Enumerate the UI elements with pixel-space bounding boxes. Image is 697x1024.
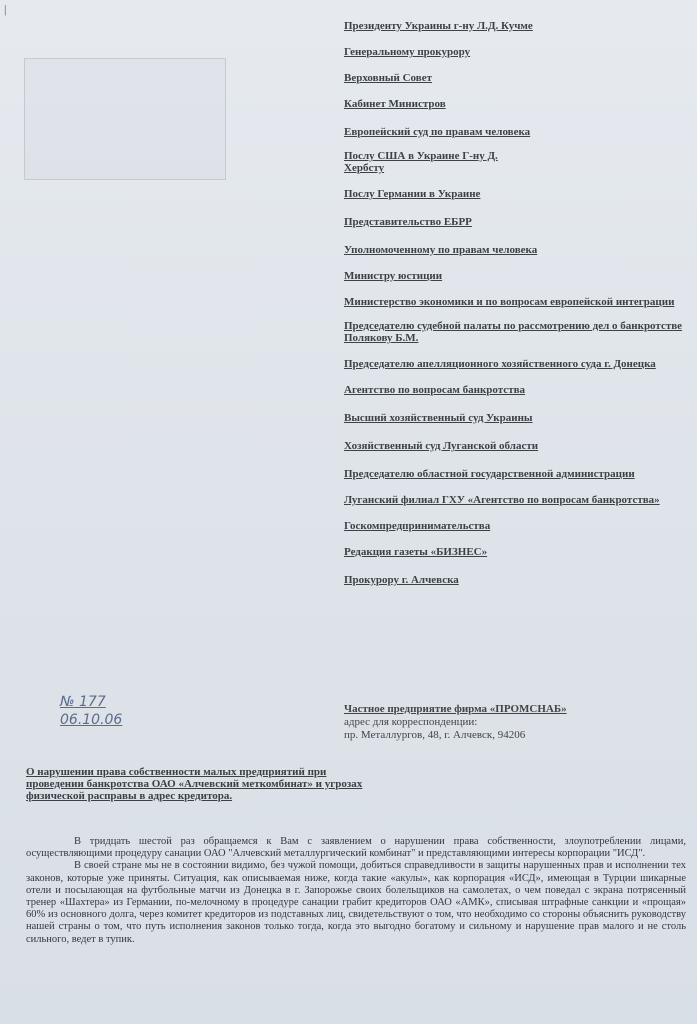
letter-subject: О нарушении права собственности малых предприятий при проведении банкротства ОАО «Алчевский меткомбинат» и угрозах физической расправы в адрес кредитора. <box>26 766 363 802</box>
recipient: Уполномоченному по правам человека <box>344 244 538 256</box>
recipients-list <box>344 14 690 586</box>
recipient: Послу Германии в Украине <box>344 188 481 200</box>
recipient: Редакция газеты «БИЗНЕС» <box>344 546 488 558</box>
recipient: Агентство по вопросам банкротства <box>344 384 526 396</box>
sender-address: пр. Металлургов, 48, г. Алчевск, 94206 <box>344 729 526 741</box>
recipient: Высший хозяйственный суд Украины <box>344 412 533 424</box>
letter-body <box>26 836 686 946</box>
recipient: Министру юстиции <box>344 270 443 282</box>
recipient: Верховный Совет <box>344 72 432 84</box>
recipient: Госкомпредпринимательства <box>344 520 491 532</box>
recipient: Министерство экономики и по вопросам европейской интеграции <box>344 296 675 308</box>
registration-number: № 177 <box>60 694 106 710</box>
body-paragraph: В тридцать шестой раз обращаемся к Вам с заявлением о нарушении права собственности, злоупотреблении лицами, осуществляющими процедуру санации ОАО "Алчевский металлургический комбинат" и представляющими интересы корпорации "ИСД". <box>26 836 686 860</box>
recipient: Генеральному прокурору <box>344 46 471 58</box>
registration-mark <box>60 693 122 729</box>
recipient: Хозяйственный суд Луганской области <box>344 440 539 452</box>
recipient: Председателю апелляционного хозяйственного суда г. Донецка <box>344 358 656 370</box>
corner-mark: | <box>4 2 7 16</box>
recipient: Кабинет Министров <box>344 98 446 110</box>
recipient: Европейский суд по правам человека <box>344 126 531 138</box>
sender-address-label: адрес для корреспонденции: <box>344 716 478 728</box>
registration-date: 06.10.06 <box>60 712 123 728</box>
body-paragraph: В своей стране мы не в состоянии видимо, без чужой помощи, добиться справедливости в защиты нарушенных прав и исполнении тех законов, которые уже приняты. Ситуация, как описываемая ниже, когда такие «акулы», как корпорация «ИСД», имеющая в Турции шикарные отели и посылающая на футбольные матчи из Донецка в г. Запорожье своих болельщиков на самолетах, о чем поведал с экрана потрясенный тренер «Шахтера» из Германии, по-мелочному в процедуре санации грабит кредиторов ОАО «АМК», списывая штрафные санкции и «прощая» 60% из основного долга, через комитет кредиторов из подставных лиц, свидетельствуют о том, что необходимо со стороны объяснить руководству нашей страны о том, что путь исполнения законов только тогда, когда это выгодно богатому и сильному и нарушение прав малого и не столь сильного, ведет в тупик. <box>26 860 686 945</box>
recipient: Председателю судебной палаты по рассмотрению дел о банкротстве Полякову Б.М. <box>344 320 683 344</box>
recipient: Президенту Украины г-ну Л.Д. Кучме <box>344 20 533 32</box>
sender-name: Частное предприятие фирма «ПРОМСНАБ» <box>344 703 567 715</box>
sender-block <box>344 703 690 742</box>
recipient: Прокурору г. Алчевска <box>344 574 459 586</box>
recipient: Председателю областной государственной администрации <box>344 468 635 480</box>
faded-stamp <box>24 58 226 180</box>
recipient: Послу США в Украине Г-ну Д. Хербсту <box>344 150 498 174</box>
recipient: Представительство ЕБРР <box>344 216 472 228</box>
recipient: Луганский филиал ГХУ «Агентство по вопросам банкротства» <box>344 494 660 506</box>
